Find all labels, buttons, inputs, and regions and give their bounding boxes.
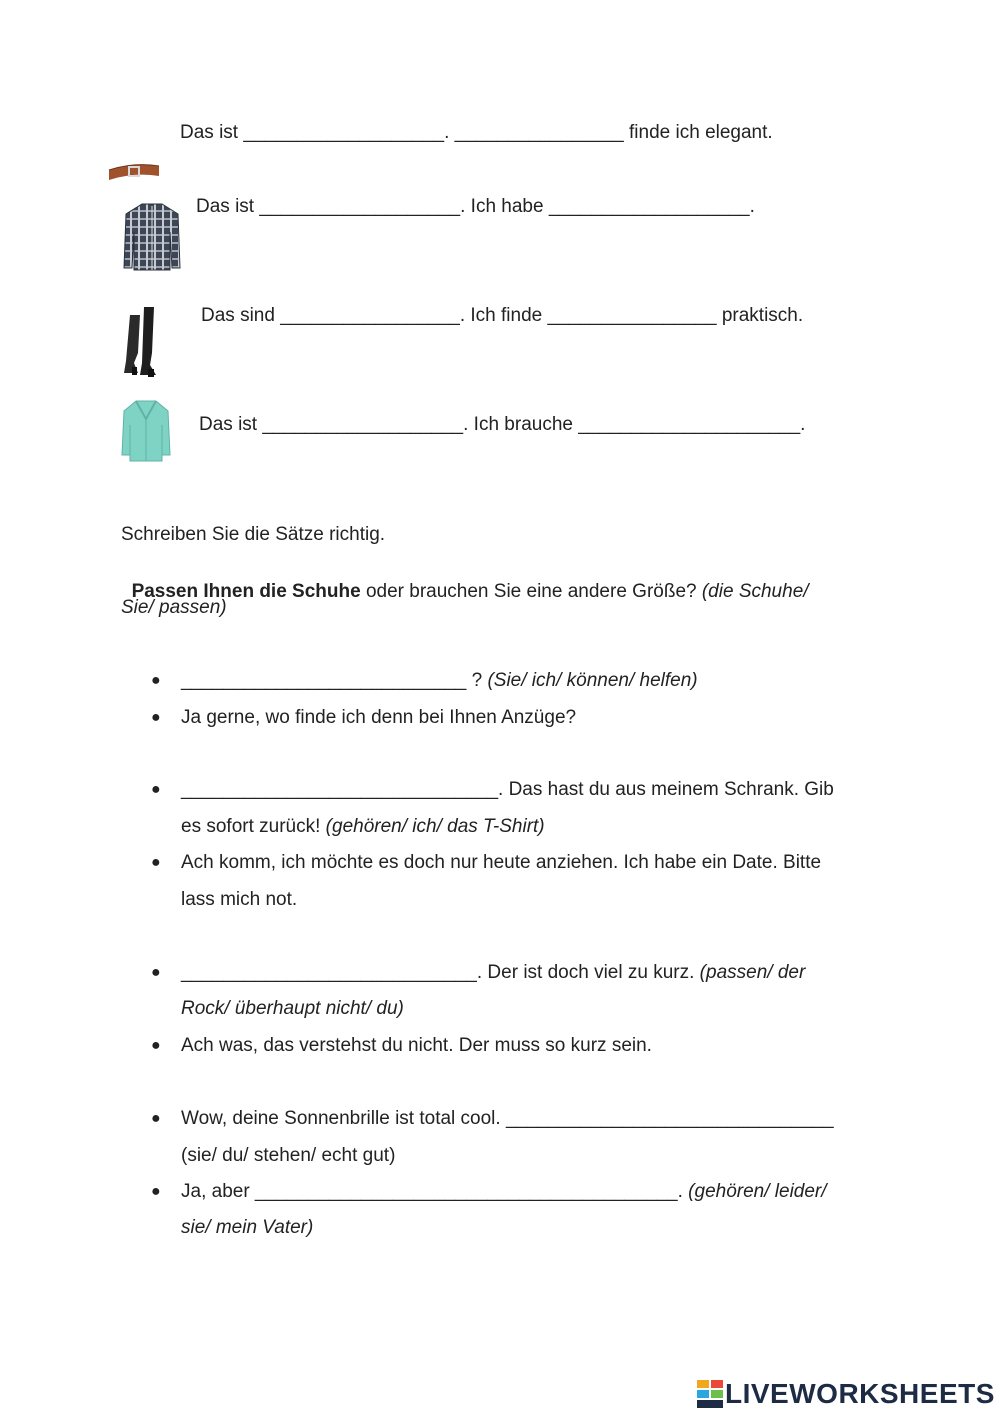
sentence-belt: Das ist ___________________. ________________ finde ich elegant. — [180, 122, 773, 143]
sentence-boots: Das sind _________________. Ich finde ________________ praktisch. — [201, 305, 804, 326]
dialog-line-3: ______________________________. Das hast du aus meinem Schrank. Gib — [181, 779, 834, 800]
example-hint-cont: Sie/ passen) — [121, 597, 227, 618]
bullet: ● — [151, 709, 161, 726]
dialog-line-1 — [181, 671, 698, 690]
dialog-line-8 — [181, 1182, 827, 1201]
dialog-line-2: Ja gerne, wo finde ich denn bei Ihnen Anzüge? — [181, 707, 577, 728]
text: Ja, aber ________________________________________. — [181, 1181, 689, 1202]
sentence-shirt: Das ist ___________________. Ich habe ___________________. — [196, 196, 755, 217]
bullet: ● — [151, 781, 161, 798]
dialog-line-5-cont: Rock/ überhaupt nicht/ du) — [181, 998, 404, 1019]
example-normal: oder brauchen Sie eine andere Größe? — [360, 581, 702, 602]
instruction: Schreiben Sie die Sätze richtig. — [121, 524, 386, 545]
sentence-coat: Das ist ___________________. Ich brauche _____________________. — [199, 414, 806, 435]
bullet: ● — [151, 672, 161, 689]
shirt-icon — [122, 202, 182, 278]
hint: (gehören/ leider/ — [688, 1181, 827, 1202]
dialog-line-6: Ach was, das verstehst du nicht. Der muss so kurz sein. — [181, 1035, 652, 1056]
dialog-line-8-cont: sie/ mein Vater) — [181, 1217, 314, 1238]
example-bold: Passen Ihnen die Schuhe — [131, 581, 361, 602]
coat-icon — [120, 397, 172, 469]
blank: ___________________________ ? — [181, 670, 488, 691]
dialog-line-4-cont: lass mich not. — [181, 889, 298, 910]
dialog-line-3-cont — [181, 817, 545, 836]
dialog-line-5 — [181, 963, 805, 982]
hint: (Sie/ ich/ können/ helfen) — [487, 670, 698, 691]
logo-mark-icon — [697, 1380, 723, 1408]
boots-icon — [120, 305, 172, 383]
bullet: ● — [151, 1110, 161, 1127]
bullet: ● — [151, 964, 161, 981]
logo-text: LIVEWORKSHEETS — [725, 1378, 995, 1409]
text: es sofort zurück! — [181, 816, 326, 837]
dialog-line-4: Ach komm, ich möchte es doch nur heute anziehen. Ich habe ein Date. Bitte — [181, 852, 822, 873]
bullet: ● — [151, 1183, 161, 1200]
example-sentence — [121, 563, 809, 601]
hint: (gehören/ ich/ das T-Shirt) — [325, 816, 545, 837]
dialog-line-7-cont: (sie/ du/ stehen/ echt gut) — [181, 1145, 396, 1166]
bullet: ● — [151, 854, 161, 871]
liveworksheets-logo — [697, 1378, 995, 1410]
hint: (passen/ der — [699, 962, 806, 983]
example-hint: (die Schuhe/ — [701, 581, 809, 602]
dialog-line-7: Wow, deine Sonnenbrille ist total cool. _______________________________ — [181, 1108, 834, 1129]
belt-icon — [107, 158, 161, 192]
text: ____________________________. Der ist doch viel zu kurz. — [181, 962, 700, 983]
bullet: ● — [151, 1037, 161, 1054]
